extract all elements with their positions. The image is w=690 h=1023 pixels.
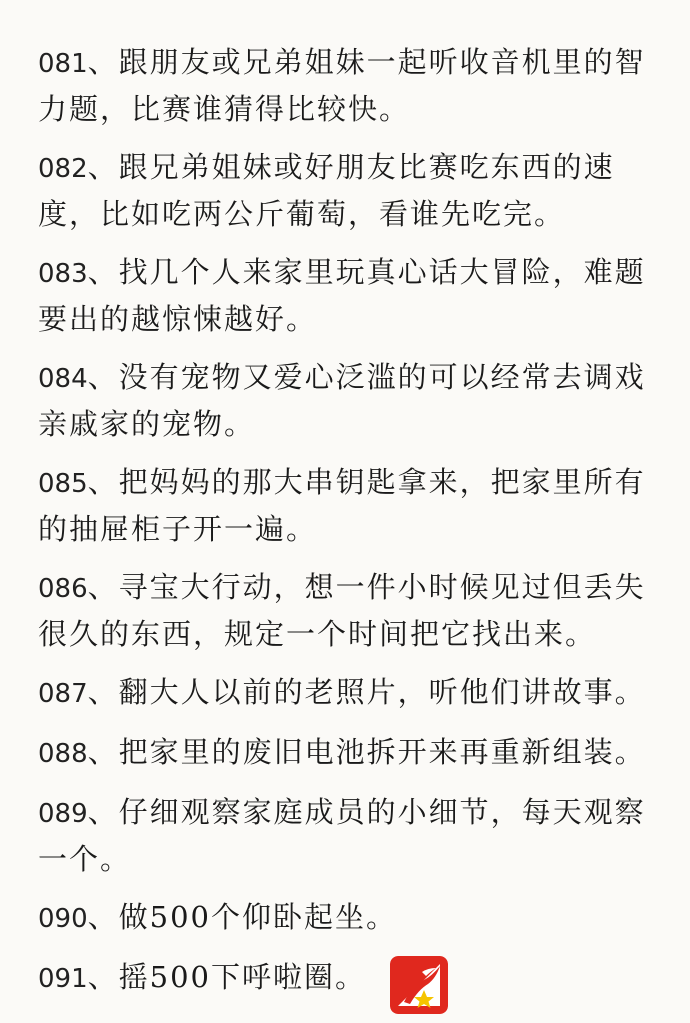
activity-list <box>38 40 658 1015</box>
list-item <box>38 895 658 942</box>
item-number: 086 <box>38 574 88 604</box>
list-item <box>38 145 658 237</box>
list-item <box>38 730 658 777</box>
list-item <box>38 40 658 132</box>
list-item <box>38 670 658 717</box>
logo-graphic <box>390 956 448 1014</box>
item-number: 090 <box>38 904 88 934</box>
list-item <box>38 460 658 552</box>
list-item <box>38 355 658 447</box>
item-number: 089 <box>38 799 88 829</box>
item-number: 083 <box>38 259 88 289</box>
item-text: 、仔细观察家庭成员的小细节，每天观察一个。 <box>38 795 646 876</box>
item-number: 088 <box>38 739 88 769</box>
item-number: 091 <box>38 964 88 994</box>
list-item <box>38 250 658 342</box>
item-number: 081 <box>38 49 88 79</box>
item-text: 、找几个人来家里玩真心话大冒险，难题要出的越惊悚越好。 <box>38 255 646 336</box>
item-number: 084 <box>38 364 88 394</box>
item-number: 085 <box>38 469 88 499</box>
list-item <box>38 790 658 882</box>
item-text: 、没有宠物又爱心泛滥的可以经常去调戏亲戚家的宠物。 <box>38 360 646 441</box>
red-dragon-star-logo-icon <box>390 956 448 1014</box>
item-text: 、翻大人以前的老照片，听他们讲故事。 <box>87 675 646 709</box>
item-text: 、跟兄弟姐妹或好朋友比赛吃东西的速度，比如吃两公斤葡萄，看谁先吃完。 <box>38 150 615 231</box>
list-item <box>38 565 658 657</box>
list-item <box>38 955 658 1002</box>
item-text: 、摇500下呼啦圈。 <box>87 960 366 994</box>
item-text: 、寻宝大行动，想一件小时候见过但丢失很久的东西，规定一个时间把它找出来。 <box>38 570 646 651</box>
item-number: 082 <box>38 154 88 184</box>
item-text: 、做500个仰卧起坐。 <box>87 900 397 934</box>
item-text: 、把妈妈的那大串钥匙拿来，把家里所有的抽屉柜子开一遍。 <box>38 465 646 546</box>
item-text: 、把家里的废旧电池拆开来再重新组装。 <box>87 735 646 769</box>
item-number: 087 <box>38 679 88 709</box>
item-text: 、跟朋友或兄弟姐妹一起听收音机里的智力题，比赛谁猜得比较快。 <box>38 45 646 126</box>
